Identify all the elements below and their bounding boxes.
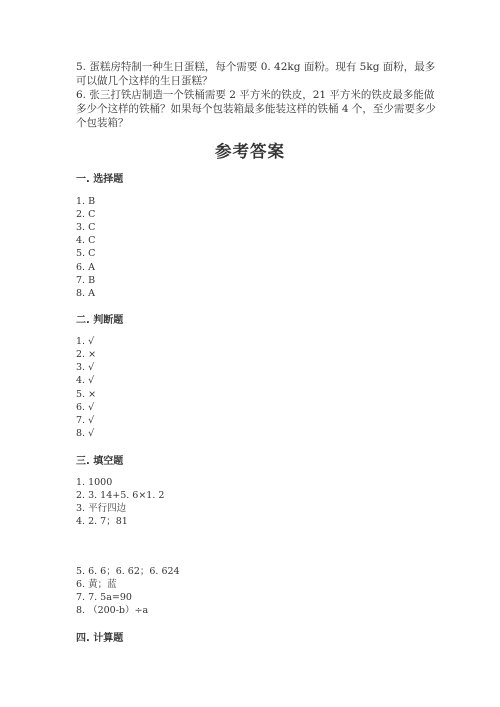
answer-item: 6. √: [76, 402, 95, 413]
answer-item: 3. 平行四边: [76, 503, 127, 514]
answer-title: 参考答案: [215, 142, 285, 161]
answer-item: 4. √: [76, 375, 95, 386]
answer-item: 6. A: [76, 262, 95, 273]
answer-item: 7. B: [76, 275, 96, 286]
question-6: 6. 张三打铁店制造一个铁桶需要 2 平方米的铁皮，21 平方米的铁皮最多能做多少个这样的铁桶？如果每个包装箱最多能装这样的铁桶 4 个，至少需要多少个包装箱？: [76, 89, 436, 129]
answer-item: 7. 7. 5a=90: [76, 592, 132, 603]
section-title-fill-blank: 三. 填空题: [76, 456, 124, 467]
answer-item: 5. ×: [76, 389, 97, 400]
answer-item: 4. C: [76, 235, 96, 246]
section-title-calculation: 四. 计算题: [76, 633, 124, 644]
answer-item: 1. B: [76, 196, 96, 207]
answer-item: 5. C: [76, 248, 96, 259]
answer-item: 7. √: [76, 415, 95, 426]
answer-item: 1. √: [76, 336, 95, 347]
answer-item: 2. ×: [76, 349, 97, 360]
answer-item: 4. 2. 7；81: [76, 516, 128, 527]
answer-item: 1. 1000: [76, 477, 113, 488]
question-5: 5. 蛋糕房特制一种生日蛋糕，每个需要 0. 42kg 面粉。现有 5kg 面粉，最多可以做几个这样的生日蛋糕？: [76, 61, 436, 87]
answer-item: 3. √: [76, 362, 95, 373]
answer-item: 5. 6. 6；6. 62；6. 624: [76, 566, 180, 577]
section-title-judgement: 二. 判断题: [76, 315, 124, 326]
section-title-choice: 一. 选择题: [76, 174, 124, 185]
answer-item: 8. （200-b）÷a: [76, 605, 149, 616]
answer-item: 8. A: [76, 288, 95, 299]
answer-item: 3. C: [76, 222, 96, 233]
answer-item: 8. √: [76, 428, 95, 439]
answer-item: 2. C: [76, 209, 96, 220]
answer-item: 6. 黄；蓝: [76, 579, 117, 590]
answer-item: 2. 3. 14+5. 6×1. 2: [76, 490, 165, 501]
